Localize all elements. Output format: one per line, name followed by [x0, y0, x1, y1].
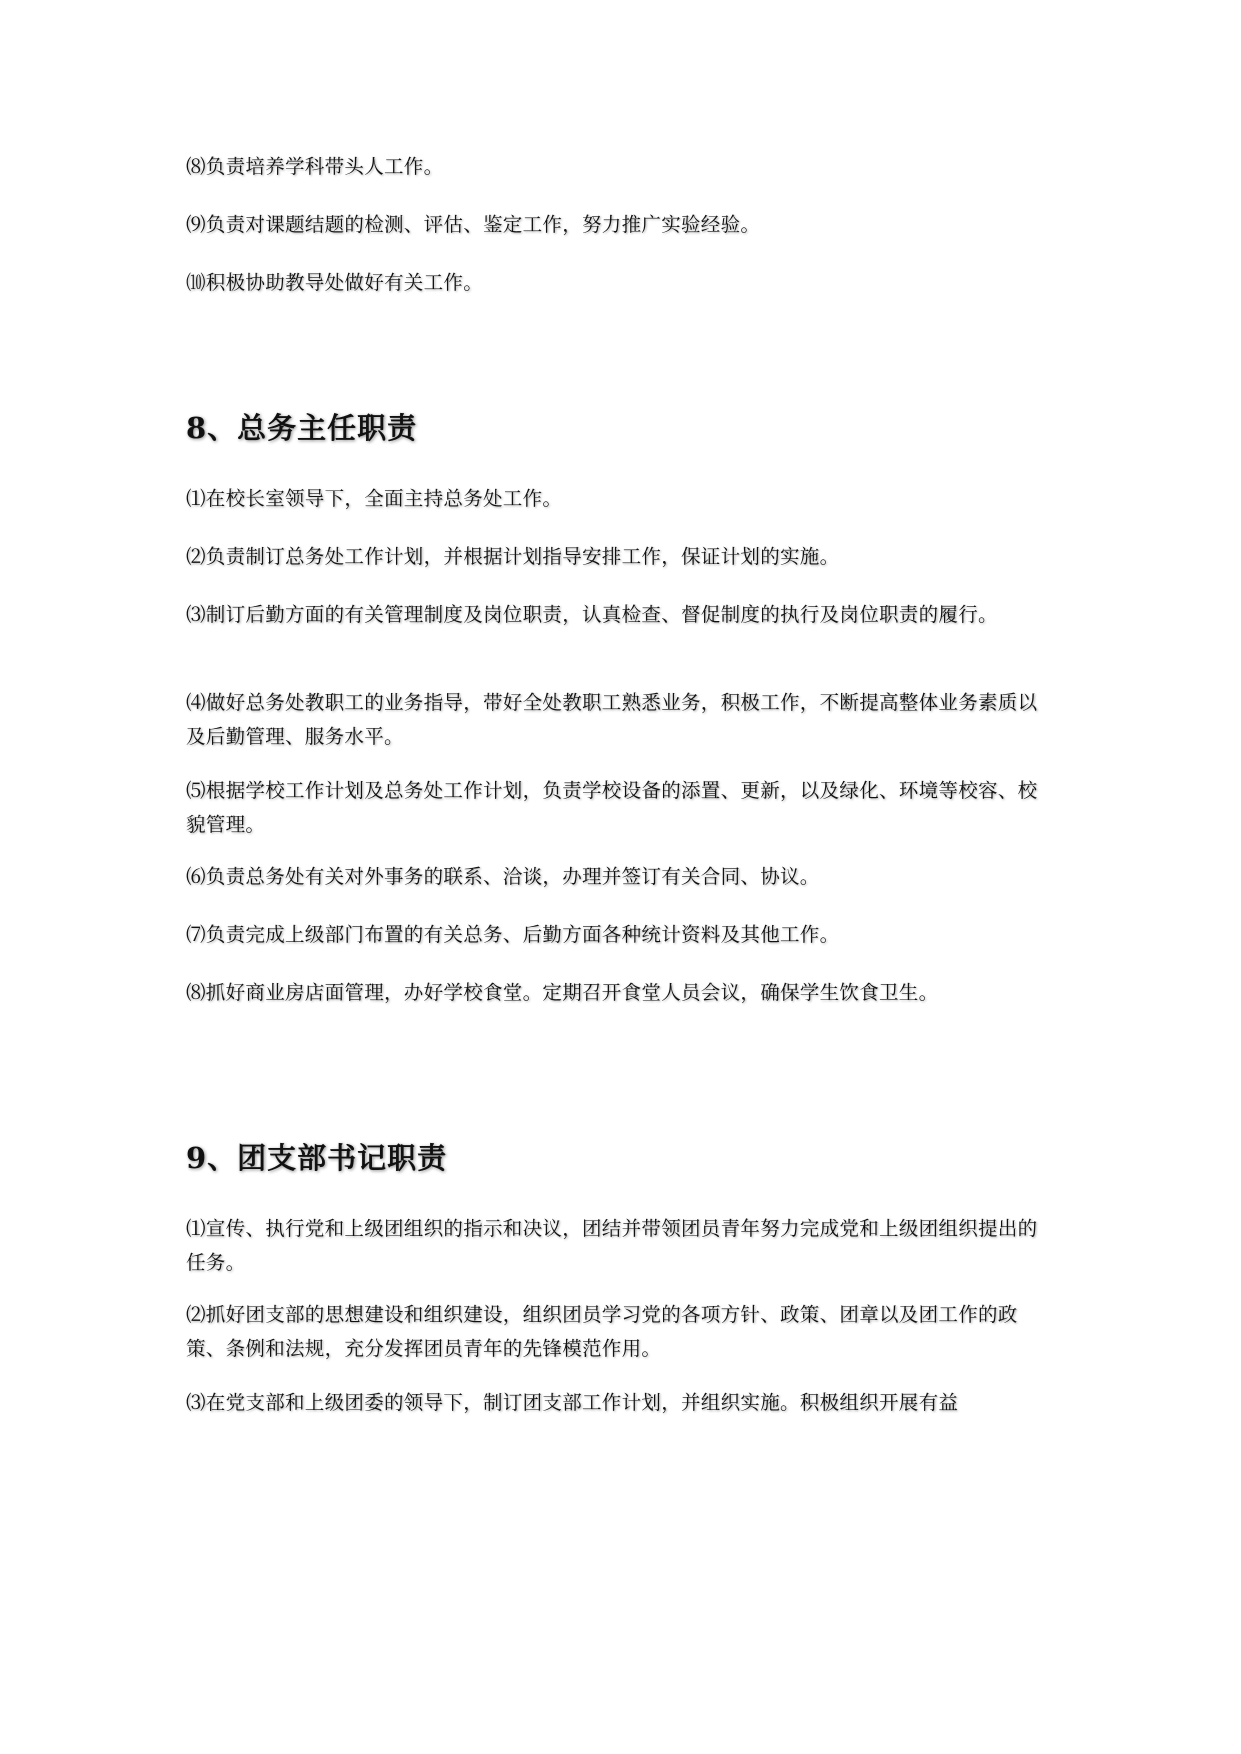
list-item: ⑹负责总务处有关对外事务的联系、洽谈，办理并签订有关合同、协议。: [186, 865, 820, 888]
list-item: ⑻负责培养学科带头人工作。: [186, 155, 444, 178]
list-item: ⑵负责制订总务处工作计划，并根据计划指导安排工作，保证计划的实施。: [186, 545, 840, 568]
list-item: ⑻抓好商业房店面管理，办好学校食堂。定期召开食堂人员会议，确保学生饮食卫生。: [186, 981, 939, 1004]
list-item: ⑶在党支部和上级团委的领导下，制订团支部工作计划，并组织实施。积极组织开展有益: [186, 1391, 959, 1414]
list-item: ⑼负责对课题结题的检测、评估、鉴定工作，努力推广实验经验。: [186, 213, 761, 236]
section-heading: 8、总务主任职责: [186, 411, 418, 445]
list-item: ⑸根据学校工作计划及总务处工作计划，负责学校设备的添置、更新，以及绿化、环境等校容、校貌管理。: [186, 779, 1038, 836]
list-item: ⑷做好总务处教职工的业务指导，带好全处教职工熟悉业务，积极工作，不断提高整体业务素质以及后勤管理、服务水平。: [186, 691, 1038, 748]
list-item: ⑶制订后勤方面的有关管理制度及岗位职责，认真检查、督促制度的执行及岗位职责的履行。: [186, 603, 998, 626]
list-item: ⑴在校长室领导下，全面主持总务处工作。: [186, 487, 563, 510]
section-heading: 9、团支部书记职责: [186, 1141, 448, 1175]
list-item: ⑺负责完成上级部门布置的有关总务、后勤方面各种统计资料及其他工作。: [186, 923, 840, 946]
list-item: ⑴宣传、执行党和上级团组织的指示和决议，团结并带领团员青年努力完成党和上级团组织提出的任务。: [186, 1217, 1038, 1274]
list-item: ⑵抓好团支部的思想建设和组织建设，组织团员学习党的各项方针、政策、团章以及团工作的政策、条例和法规，充分发挥团员青年的先锋模范作用。: [186, 1303, 1018, 1360]
list-item: ⑽积极协助教导处做好有关工作。: [186, 271, 484, 294]
